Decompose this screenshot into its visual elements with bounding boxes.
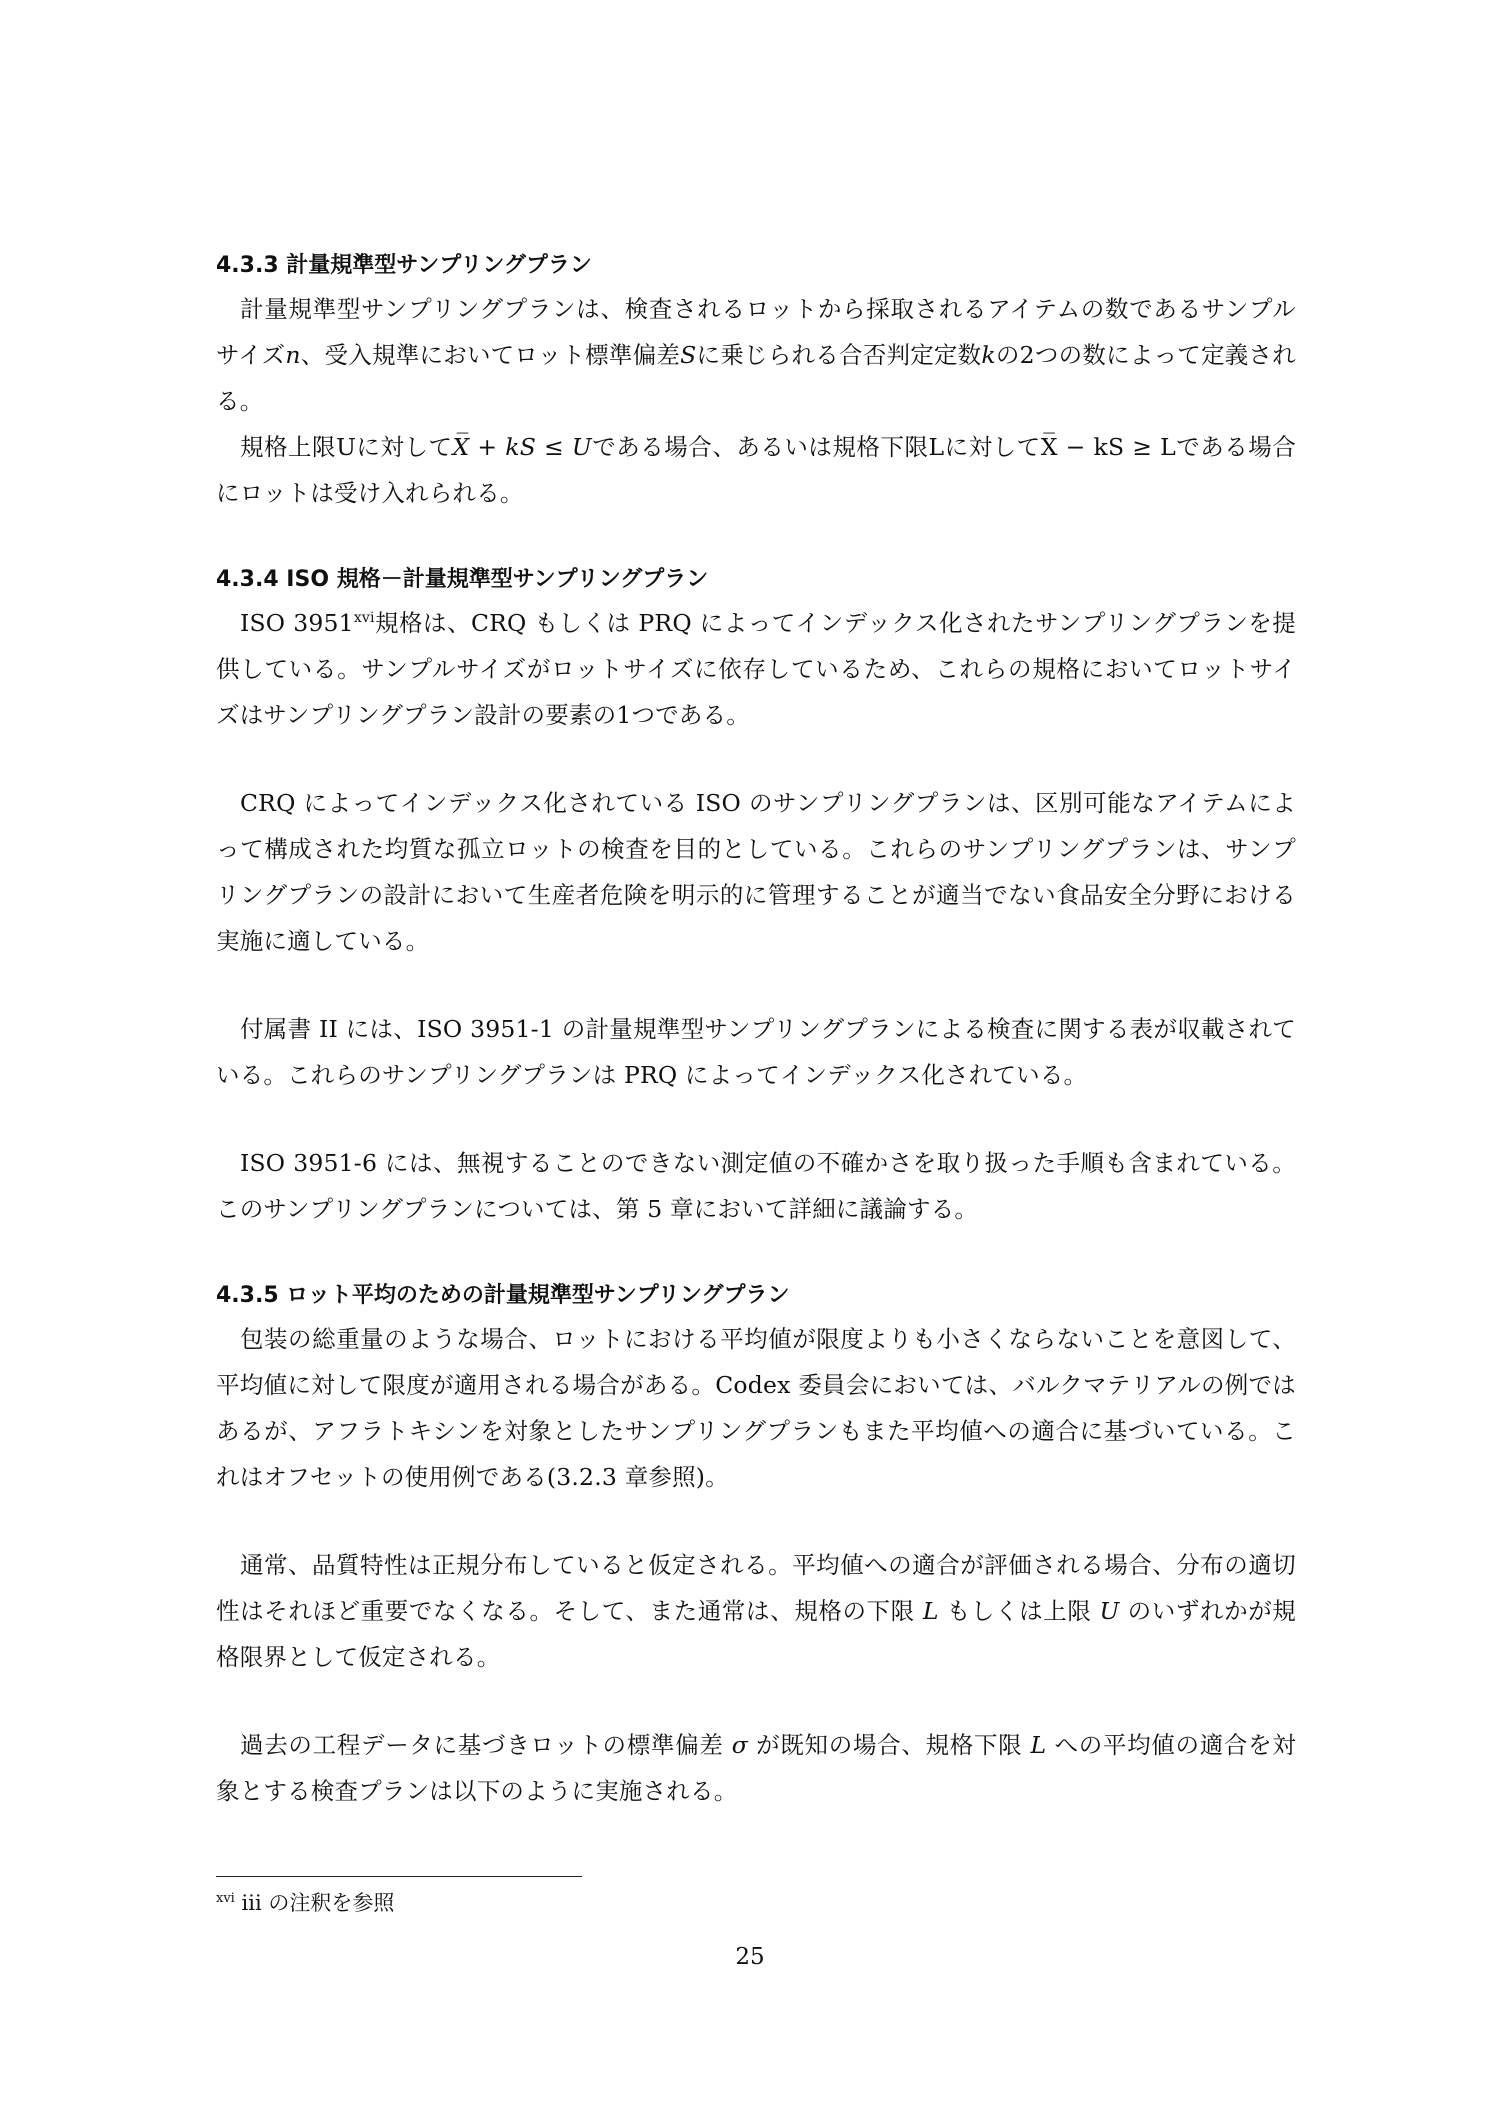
formula-upper-limit: X̅ + kS ≤ U [452,433,592,461]
footnote-mark: xvi [216,1891,235,1906]
footnote-reference: xvi [353,610,375,626]
paragraph-iso-3951-6: ISO 3951-6 には、無視することのできない測定値の不確かさを取り扱った手順も含まれている。このサンプリングプランについては、第 5 章において詳細に議論する。 [216,1149,1296,1223]
paragraph-lot-mean-limits: 包装の総重量のような場合、ロットにおける平均値が限度よりも小さくならないことを意図して、平均値に対して限度が適用される場合がある。Codex 委員会においては、バルクマテリアルの例ではあるが、アフラトキシンを対象としたサンプリングプランもまた平均値への適合に基づいている。これはオフセットの使用例である(3.2.3 章参照)。 [216,1325,1296,1491]
paragraph-iso-3951-intro: ISO 3951$^{xvi}$規格は、CRQ もしくは PRQ によってインデックス化されたサンプリングプランを提供している。サンプルサイズがロットサイズに依存しているため、これらの規格においてロットサイズはサンプリングプラン設計の要素の1つである。 [216,609,1297,729]
footnote [216,1888,394,1918]
formula-lower-limit: X̅ − kS ≥ L [1040,433,1176,461]
document-body [216,246,1296,1814]
page-number: 25 [735,1944,765,1970]
paragraph-annex-ii: 付属書 II には、ISO 3951-1 の計量規準型サンプリングプランによる検査に関する表が収載されている。これらのサンプリングプランは PRQ によってインデックス化されている。 [216,1015,1296,1089]
section-heading-4-3-5: 4.3.5 ロット平均のための計量規準型サンプリングプラン [216,1283,790,1308]
footnote-text: iii の注釈を参照 [234,1891,395,1915]
paragraph-normal-distribution: 通常、品質特性は正規分布していると仮定される。平均値への適合が評価される場合、分布の適切性はそれほど重要でなくなる。そして、また通常は、規格の下限 L もしくは上限 U のいずれかが規格限界として仮定される。 [216,1551,1297,1671]
paragraph-variables-plan-definition: 計量規準型サンプリングプランは、検査されるロットから採取されるアイテムの数であるサンプルサイズn、受入規準においてロット標準偏差Sに乗じられる合否判定定数kの2つの数によって定義される。 [216,295,1296,415]
section-heading-4-3-4: 4.3.4 ISO 規格－計量規準型サンプリングプラン [216,567,709,592]
paragraph-acceptance-criteria: 規格上限Uに対してX̅ + kS ≤ Uである場合、あるいは規格下限Lに対してX̅ − kS ≥ Lである場合にロットは受け入れられる。 [216,433,1297,507]
footnote-divider [216,1876,582,1877]
paragraph-known-sigma: 過去の工程データに基づきロットの標準偏差 σ が既知の場合、規格下限 L への平均値の適合を対象とする検査プランは以下のように実施される。 [216,1731,1297,1805]
paragraph-crq-plans: CRQ によってインデックス化されている ISO のサンプリングプランは、区別可能なアイテムによって構成された均質な孤立ロットの検査を目的としている。これらのサンプリングプランは、サンプリングプランの設計において生産者危険を明示的に管理することが適当でない食品安全分野における実施に適している。 [216,789,1296,955]
section-heading-4-3-3: 4.3.3 計量規準型サンプリングプラン [216,253,592,278]
